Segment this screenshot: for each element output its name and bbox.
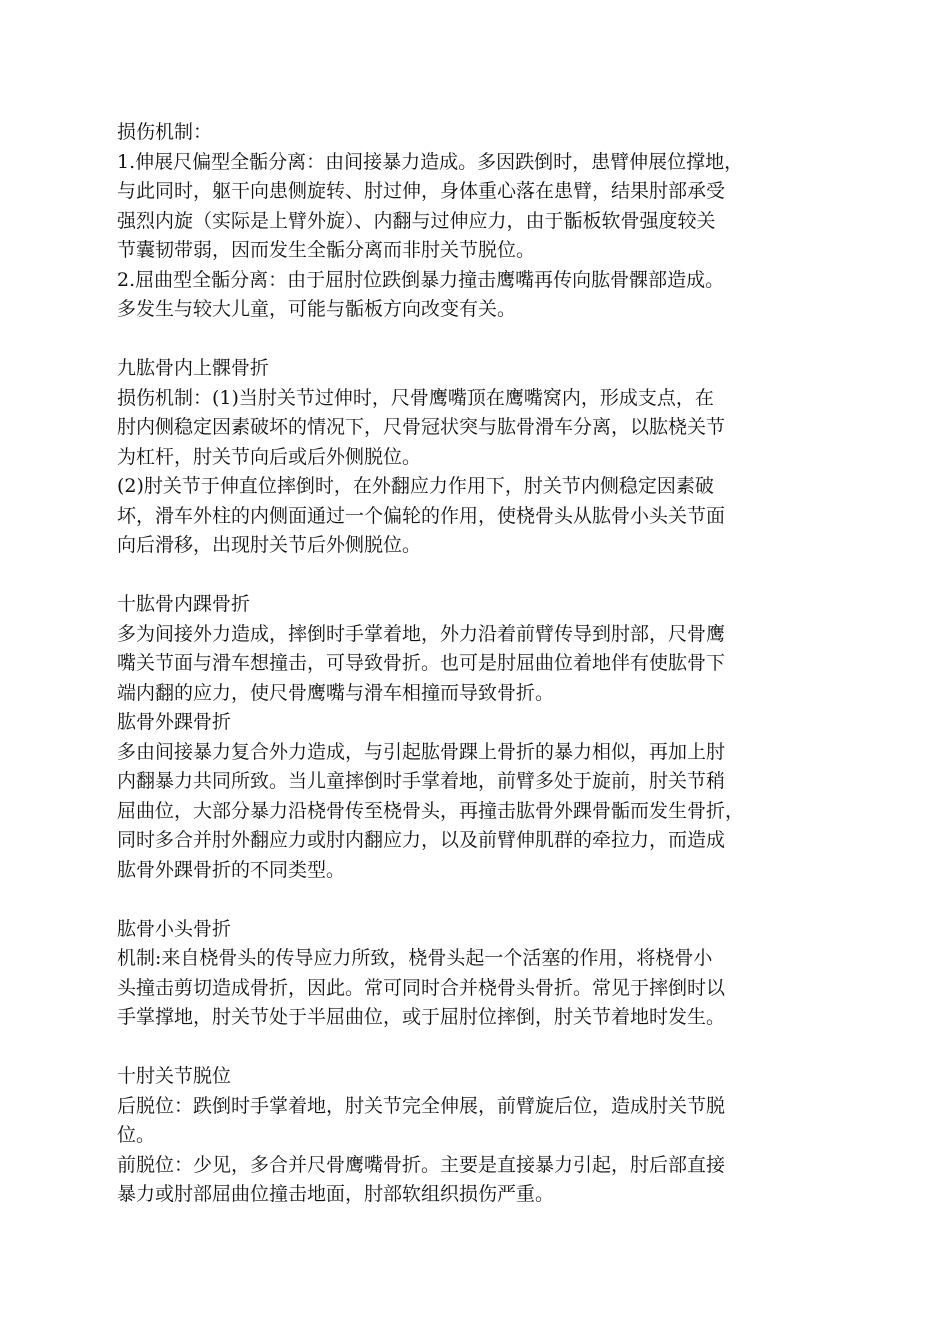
text-line: 暴力或肘部屈曲位撞击地面，肘部软组织损伤严重。	[117, 1183, 555, 1205]
section-heading: 十肱骨内踝骨折	[117, 593, 251, 615]
blank-line	[117, 1033, 837, 1063]
text-line: 肱骨外踝骨折的不同类型。	[117, 858, 346, 881]
blank-line	[117, 325, 837, 355]
text-line: 位。	[117, 1124, 156, 1146]
text-line: 坏，滑车外柱的内侧面通过一个偏轮的作用，使桡骨头从肱骨小头关节面	[117, 504, 726, 527]
section-heading: 肱骨小头骨折	[117, 917, 232, 940]
document-body	[117, 118, 837, 1210]
section-heading: 九肱骨内上髁骨折	[117, 357, 270, 379]
blank-line	[117, 885, 837, 915]
text-line: 屈曲位，大部分暴力沿桡骨传至桡骨头，再撞击肱骨外踝骨骺而发生骨折，	[117, 799, 745, 822]
blank-line	[117, 561, 837, 591]
text-line: 内翻暴力共同所致。当儿童摔倒时手掌着地，前臂多处于旋前，肘关节稍	[117, 770, 726, 792]
text-line: 为杠杆，肘关节向后或后外侧脱位。	[117, 445, 422, 468]
text-line: 肘内侧稳定因素破坏的情况下，尺骨冠状突与肱骨滑车分离，以肱桡关节	[117, 416, 726, 438]
text-line: 多由间接暴力复合外力造成，与引起肱骨踝上骨折的暴力相似，再加上肘	[117, 740, 726, 763]
text-line: 与此同时，躯干向患侧旋转、肘过伸，身体重心落在患臂，结果肘部承受	[117, 180, 726, 202]
text-line: 1.伸展尺偏型全骺分离：由间接暴力造成。多因跌倒时，患臂伸展位撑地，	[117, 150, 744, 173]
text-line: 强烈内旋（实际是上臂外旋）、内翻与过伸应力，由于骺板软骨强度较关	[117, 209, 716, 232]
text-line: 向后滑移，出现肘关节后外侧脱位。	[117, 534, 422, 556]
text-line: 同时多合并肘外翻应力或肘内翻应力，以及前臂伸肌群的牵拉力，而造成	[117, 829, 726, 851]
section-heading: 十肘关节脱位	[117, 1065, 232, 1087]
text-line: 端内翻的应力，使尺骨鹰嘴与滑车相撞而导致骨折。	[117, 681, 555, 704]
text-line: 前脱位：少见，多合并尺骨鹰嘴骨折。主要是直接暴力引起，肘后部直接	[117, 1153, 726, 1176]
text-line: 机制:来自桡骨头的传导应力所致，桡骨头起一个活塞的作用，将桡骨小	[117, 947, 713, 969]
text-line: 后脱位：跌倒时手掌着地，肘关节完全伸展，前臂旋后位，造成肘关节脱	[117, 1094, 726, 1117]
text-line: 2.屈曲型全骺分离：由于屈肘位跌倒暴力撞击鹰嘴再传向肱骨髁部造成。	[117, 268, 725, 291]
section-heading: 肱骨外踝骨折	[117, 711, 232, 733]
text-line: 损伤机制：(1)当肘关节过伸时，尺骨鹰嘴顶在鹰嘴窝内，形成支点，在	[117, 386, 714, 409]
text-line: 嘴关节面与滑车想撞击，可导致骨折。也可是肘屈曲位着地伴有使肱骨下	[117, 652, 726, 674]
text-line: 手掌撑地，肘关节处于半屈曲位，或于屈肘位摔倒，肘关节着地时发生。	[117, 1006, 726, 1028]
text-line: 多为间接外力造成，摔倒时手掌着地，外力沿着前臂传导到肘部，尺骨鹰	[117, 622, 726, 645]
text-line: 节囊韧带弱，因而发生全骺分离而非肘关节脱位。	[117, 239, 536, 261]
text-line: 头撞击剪切造成骨折，因此。常可同时合并桡骨头骨折。常见于摔倒时以	[117, 976, 726, 999]
text-line: 多发生与较大儿童，可能与骺板方向改变有关。	[117, 298, 517, 320]
text-line: 损伤机制：	[117, 121, 213, 143]
text-line: (2)肘关节于伸直位摔倒时，在外翻应力作用下，肘关节内侧稳定因素破	[117, 475, 714, 497]
